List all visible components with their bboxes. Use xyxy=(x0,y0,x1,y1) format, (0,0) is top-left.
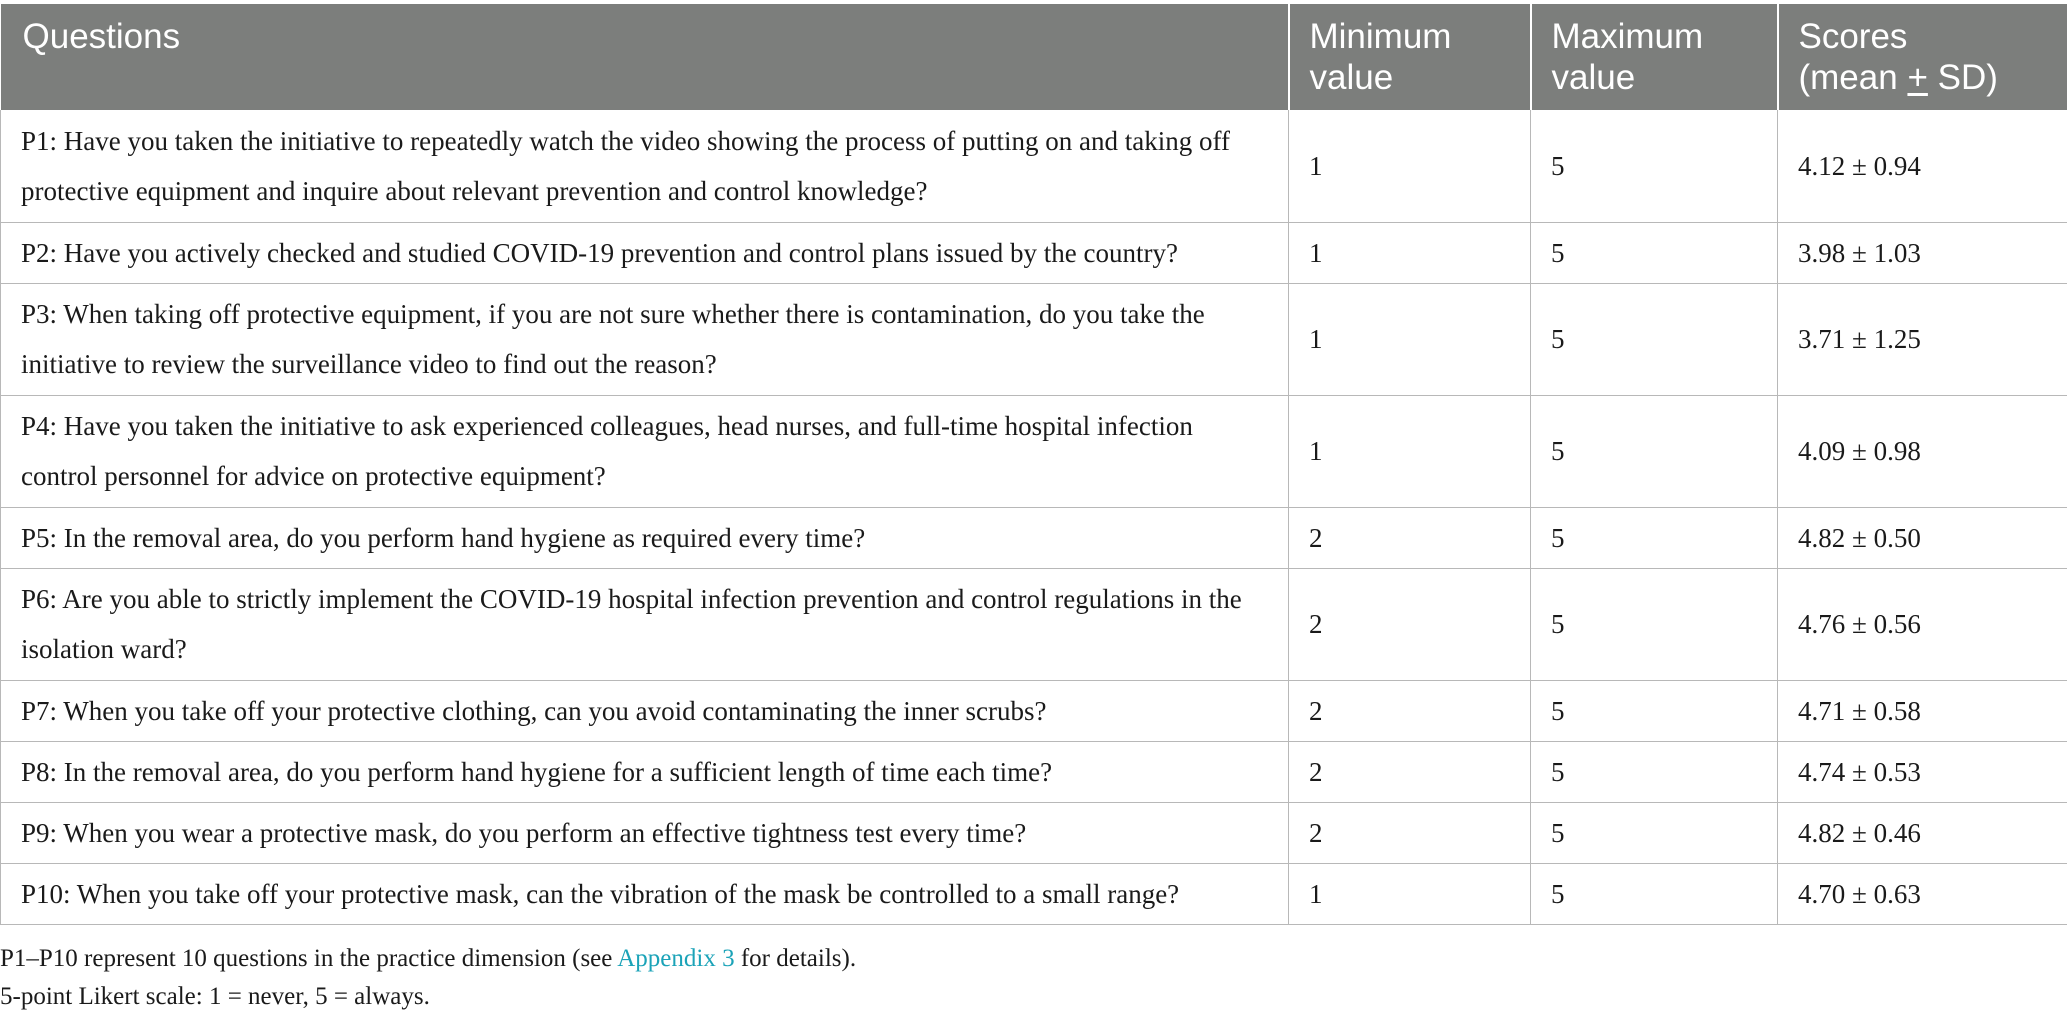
score-cell: 4.71 ± 0.58 xyxy=(1778,680,2067,741)
practice-scores-table xyxy=(0,4,2067,925)
question-cell: P6: Are you able to strictly implement the COVID-19 hospital infection prevention and control regulations in the isolation ward? xyxy=(1,568,1289,680)
question-cell: P5: In the removal area, do you perform hand hygiene as required every time? xyxy=(1,507,1289,568)
question-cell: P10: When you take off your protective mask, can the vibration of the mask be controlled to a small range? xyxy=(1,863,1289,924)
score-cell: 4.82 ± 0.46 xyxy=(1778,802,2067,863)
maximum-value-cell: 5 xyxy=(1531,802,1778,863)
minimum-value-cell: 1 xyxy=(1289,283,1531,395)
header-scores-mean: (mean xyxy=(1798,58,1908,97)
header-minimum-line2: value xyxy=(1309,58,1394,97)
minimum-value-cell: 1 xyxy=(1289,863,1531,924)
question-cell: P3: When taking off protective equipment, if you are not sure whether there is contamination, do you take the initiative to review the surveillance video to find out the reason? xyxy=(1,283,1289,395)
table-header-row xyxy=(1,4,2067,110)
table-row xyxy=(1,395,2067,507)
header-questions-label: Questions xyxy=(22,17,181,56)
minimum-value-cell: 1 xyxy=(1289,222,1531,283)
footnote-line-1 xyxy=(0,940,856,978)
table-row xyxy=(1,568,2067,680)
table-row xyxy=(1,802,2067,863)
footnote-1-text-pre: P1–P10 represent 10 questions in the practice dimension (see xyxy=(0,945,618,972)
question-cell: P1: Have you taken the initiative to repeatedly watch the video showing the process of putting on and taking off protective equipment and inquire about relevant prevention and control knowledge? xyxy=(1,110,1289,222)
header-scores-line2 xyxy=(1799,57,2048,98)
score-cell: 4.09 ± 0.98 xyxy=(1778,395,2067,507)
header-scores-sd: SD) xyxy=(1927,58,1998,97)
score-cell: 4.76 ± 0.56 xyxy=(1778,568,2067,680)
footnote-line-2: 5-point Likert scale: 1 = never, 5 = always. xyxy=(0,983,430,1010)
maximum-value-cell: 5 xyxy=(1531,222,1778,283)
table-body xyxy=(1,110,2067,924)
table-row xyxy=(1,222,2067,283)
header-minimum-line1: Minimum xyxy=(1309,17,1452,56)
header-maximum-value xyxy=(1531,4,1778,110)
minimum-value-cell: 2 xyxy=(1289,741,1531,802)
header-scores-line1: Scores xyxy=(1798,17,1908,56)
maximum-value-cell: 5 xyxy=(1531,283,1778,395)
question-cell: P4: Have you taken the initiative to ask experienced colleagues, head nurses, and full-time hospital infection control personnel for advice on protective equipment? xyxy=(1,395,1289,507)
maximum-value-cell: 5 xyxy=(1531,680,1778,741)
question-cell: P7: When you take off your protective clothing, can you avoid contaminating the inner scrubs? xyxy=(1,680,1289,741)
score-cell: 3.71 ± 1.25 xyxy=(1778,283,2067,395)
score-cell: 4.74 ± 0.53 xyxy=(1778,741,2067,802)
table-row xyxy=(1,507,2067,568)
maximum-value-cell: 5 xyxy=(1531,110,1778,222)
question-cell: P9: When you wear a protective mask, do you perform an effective tightness test every time? xyxy=(1,802,1289,863)
score-cell: 4.70 ± 0.63 xyxy=(1778,863,2067,924)
maximum-value-cell: 5 xyxy=(1531,507,1778,568)
minimum-value-cell: 1 xyxy=(1289,395,1531,507)
table-row xyxy=(1,741,2067,802)
maximum-value-cell: 5 xyxy=(1531,568,1778,680)
minimum-value-cell: 2 xyxy=(1289,680,1531,741)
header-maximum-line1: Maximum xyxy=(1551,17,1704,56)
question-cell: P2: Have you actively checked and studied COVID-19 prevention and control plans issued by the country? xyxy=(1,222,1289,283)
maximum-value-cell: 5 xyxy=(1531,395,1778,507)
minimum-value-cell: 1 xyxy=(1289,110,1531,222)
question-cell: P8: In the removal area, do you perform hand hygiene for a sufficient length of time each time? xyxy=(1,741,1289,802)
table-footnotes xyxy=(0,940,856,1016)
maximum-value-cell: 5 xyxy=(1531,863,1778,924)
minimum-value-cell: 2 xyxy=(1289,568,1531,680)
practice-table-container xyxy=(0,4,2067,925)
maximum-value-cell: 5 xyxy=(1531,741,1778,802)
score-cell: 4.12 ± 0.94 xyxy=(1778,110,2067,222)
appendix-3-link[interactable]: Appendix 3 xyxy=(617,945,735,972)
score-cell: 4.82 ± 0.50 xyxy=(1778,507,2067,568)
header-maximum-line2: value xyxy=(1551,58,1636,97)
table-row xyxy=(1,863,2067,924)
score-cell: 3.98 ± 1.03 xyxy=(1778,222,2067,283)
minimum-value-cell: 2 xyxy=(1289,507,1531,568)
minimum-value-cell: 2 xyxy=(1289,802,1531,863)
table-row xyxy=(1,110,2067,222)
header-scores xyxy=(1778,4,2067,110)
header-scores-plusminus: + xyxy=(1907,58,1928,97)
table-row xyxy=(1,283,2067,395)
header-minimum-value xyxy=(1289,4,1531,110)
footnote-1-text-post: for details). xyxy=(734,945,857,972)
table-row xyxy=(1,680,2067,741)
header-questions xyxy=(1,4,1289,110)
